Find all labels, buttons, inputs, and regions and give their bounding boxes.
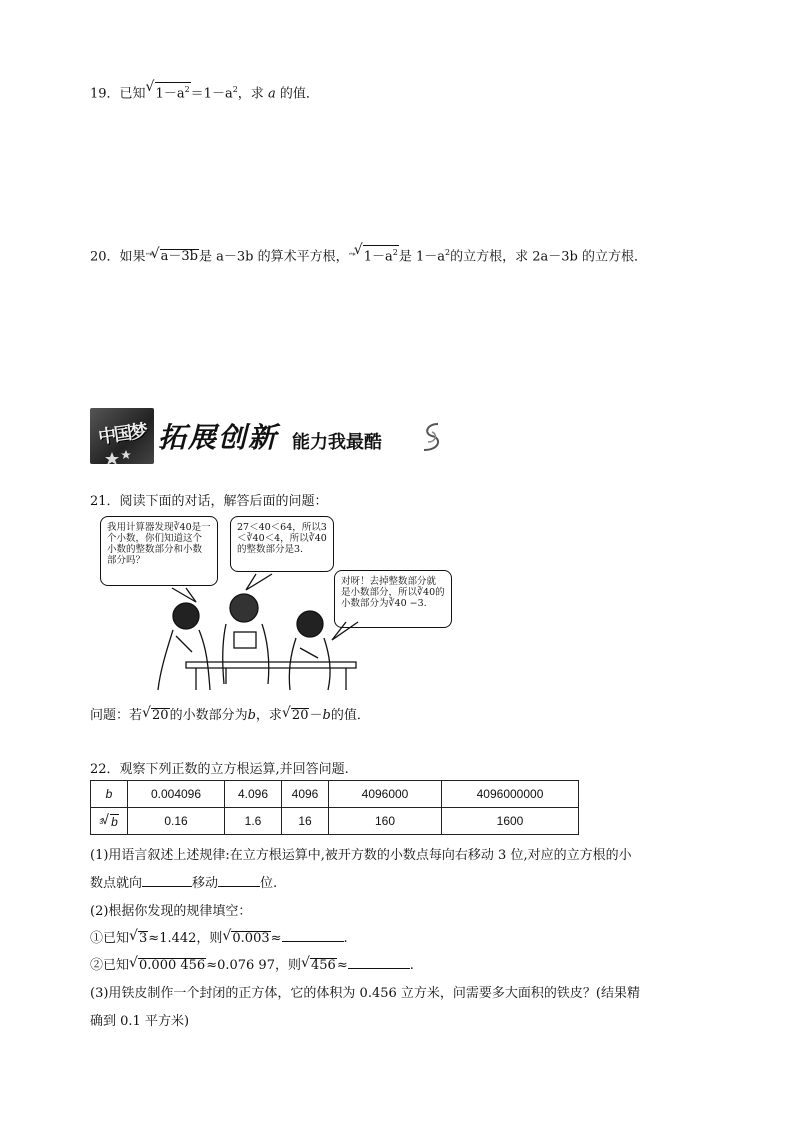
- answer-blank[interactable]: [282, 941, 344, 942]
- q20-sqrt2: [363, 245, 399, 264]
- question-19: [90, 82, 319, 101]
- question-21: 21．阅读下面的对话，解答后面的问题：: [90, 494, 328, 509]
- speech-bubble-2: 27＜40＜64，所以3＜∛40＜4，所以∛40的整数部分是3.: [230, 516, 334, 572]
- q20-mark1: “*: [145, 252, 153, 261]
- q21-text-d: －: [309, 708, 323, 723]
- table-row: [91, 808, 579, 835]
- cbrt-radicand: √ b: [110, 814, 119, 829]
- q22-p21-radicand: √ 3: [138, 931, 148, 946]
- q19-sqrt: [155, 82, 191, 101]
- table-cell: 16: [282, 808, 329, 835]
- section-banner: [90, 406, 448, 466]
- q22-part1-line2: [90, 872, 277, 891]
- q22-part3-line1: (3)用铁皮制作一个封闭的正方体，它的体积为 0.456 立方米，问需要多大面积的铁皮？(结果精: [90, 986, 640, 1001]
- q22-p21-d: .: [343, 931, 348, 946]
- q20-text3: 的立方根，求 2a－3b 的立方根．: [450, 249, 647, 265]
- table-cell: 0.004096: [128, 781, 225, 808]
- banner-title: 拓展创新: [158, 421, 279, 454]
- answer-blank[interactable]: [142, 886, 192, 887]
- q19-end: 的值．: [279, 86, 319, 102]
- q21-radicand2: 20: [291, 708, 309, 723]
- question-22: 22．观察下列正数的立方根运算,并回答问题.: [90, 762, 349, 777]
- q20-sqrt1: [160, 249, 199, 264]
- q22-p21-radicand2: √ 0.003: [231, 931, 270, 946]
- q22-part3-line2: 确到 0.1 平方米): [90, 1014, 190, 1029]
- q19-eq: ＝1－a: [190, 86, 233, 102]
- q22-p1-text-c: 位.: [260, 876, 278, 891]
- q21-radicand1: 20: [152, 708, 169, 723]
- q22-p22-b: ≈0.076 97，则: [206, 958, 301, 973]
- answer-blank[interactable]: [348, 968, 410, 969]
- q22-p22-c: ≈: [336, 958, 348, 973]
- children-drawing: [96, 512, 456, 692]
- q22-part2-1: [90, 927, 348, 946]
- dialogue-illustration: [96, 512, 456, 692]
- table-cell: 1.6: [225, 808, 282, 835]
- q21-text-a: 问题：若: [90, 708, 143, 723]
- table-cell: 4096: [282, 781, 329, 808]
- q22-p22-d: .: [409, 958, 414, 973]
- q21-var: b: [247, 708, 256, 723]
- q19-radicand: 1－a: [155, 86, 185, 102]
- banner-badge: [90, 408, 154, 464]
- q22-part2-2: [90, 954, 414, 973]
- speech-bubble-3: 对呀！去掉整数部分就是小数部分，所以∛40的小数部分为∛40 −3.: [334, 570, 452, 628]
- q20-exp2: 2: [444, 248, 451, 257]
- q19-exp2: 2: [232, 85, 238, 94]
- q22-p21-b: ≈1.442，则: [148, 931, 223, 946]
- q19-exp: 2: [184, 85, 190, 94]
- table-row: [91, 781, 579, 808]
- table-head-b: b: [91, 781, 128, 808]
- banner-subtitle: 能力我最酷: [292, 432, 382, 453]
- q22-p21-a: ①已知: [90, 931, 130, 946]
- table-cell: 4096000: [329, 781, 442, 808]
- q22-part1-line1: (1)用语言叙述上述规律:在立方根运算中,被开方数的小数点每向右移动 3 位,对应的立方根的小: [90, 848, 632, 863]
- question-20: [90, 245, 647, 264]
- q21-var2: b: [322, 708, 331, 723]
- q20-mark2: “*: [348, 252, 356, 261]
- q19-number: 19．已知: [90, 86, 146, 102]
- q20-radicand2: 1－a: [363, 249, 393, 265]
- q20-text2: 是 1－a: [398, 249, 445, 265]
- cbrt-index: 3: [99, 818, 104, 826]
- answer-blank[interactable]: [218, 886, 260, 887]
- table-head-cbrt-b: [91, 808, 128, 835]
- q22-part2: (2)根据你发现的规律填空：: [90, 904, 252, 919]
- q22-p21-c: ≈: [270, 931, 282, 946]
- q20-exp: 2: [392, 248, 398, 257]
- table-cell: 4096000000: [442, 781, 579, 808]
- q19-var: a: [267, 86, 276, 102]
- table-cell: 4.096: [225, 781, 282, 808]
- speech-bubble-1: 我用计算器发现∛40是一个小数，你们知道这个小数的整数部分和小数部分吗？: [100, 516, 218, 586]
- table-cell: 1600: [442, 808, 579, 835]
- q21-text-b: 的小数部分为: [169, 708, 248, 723]
- swirl-icon: [420, 420, 446, 456]
- q20-text1: 是 a－3b 的算术平方根，: [198, 249, 349, 265]
- star-icon: [90, 408, 154, 464]
- q21-text-e: 的值．: [330, 708, 370, 723]
- q22-p1-text-b: 移动: [192, 876, 219, 891]
- q19-tail: ，求: [237, 86, 264, 102]
- cube-root-table: [90, 780, 579, 835]
- q20-number: 20．如果: [90, 249, 146, 265]
- table-cell: 0.16: [128, 808, 225, 835]
- q22-p1-text-a: 数点就向: [90, 876, 143, 891]
- q21-text-c: ，求: [255, 708, 282, 723]
- q21-sqrt2: [291, 708, 310, 723]
- q22-p22-radicand2: √ 456: [310, 958, 337, 973]
- q22-p22-a: ②已知: [90, 958, 130, 973]
- table-cell: 160: [329, 808, 442, 835]
- q21-sqrt1: [151, 708, 170, 723]
- question-21-prompt: [90, 704, 370, 723]
- q20-radicand1: a－3b: [160, 249, 198, 265]
- banner-badge-text: 中国梦: [96, 420, 148, 449]
- q22-p22-radicand: √ 0.000 456: [138, 958, 206, 973]
